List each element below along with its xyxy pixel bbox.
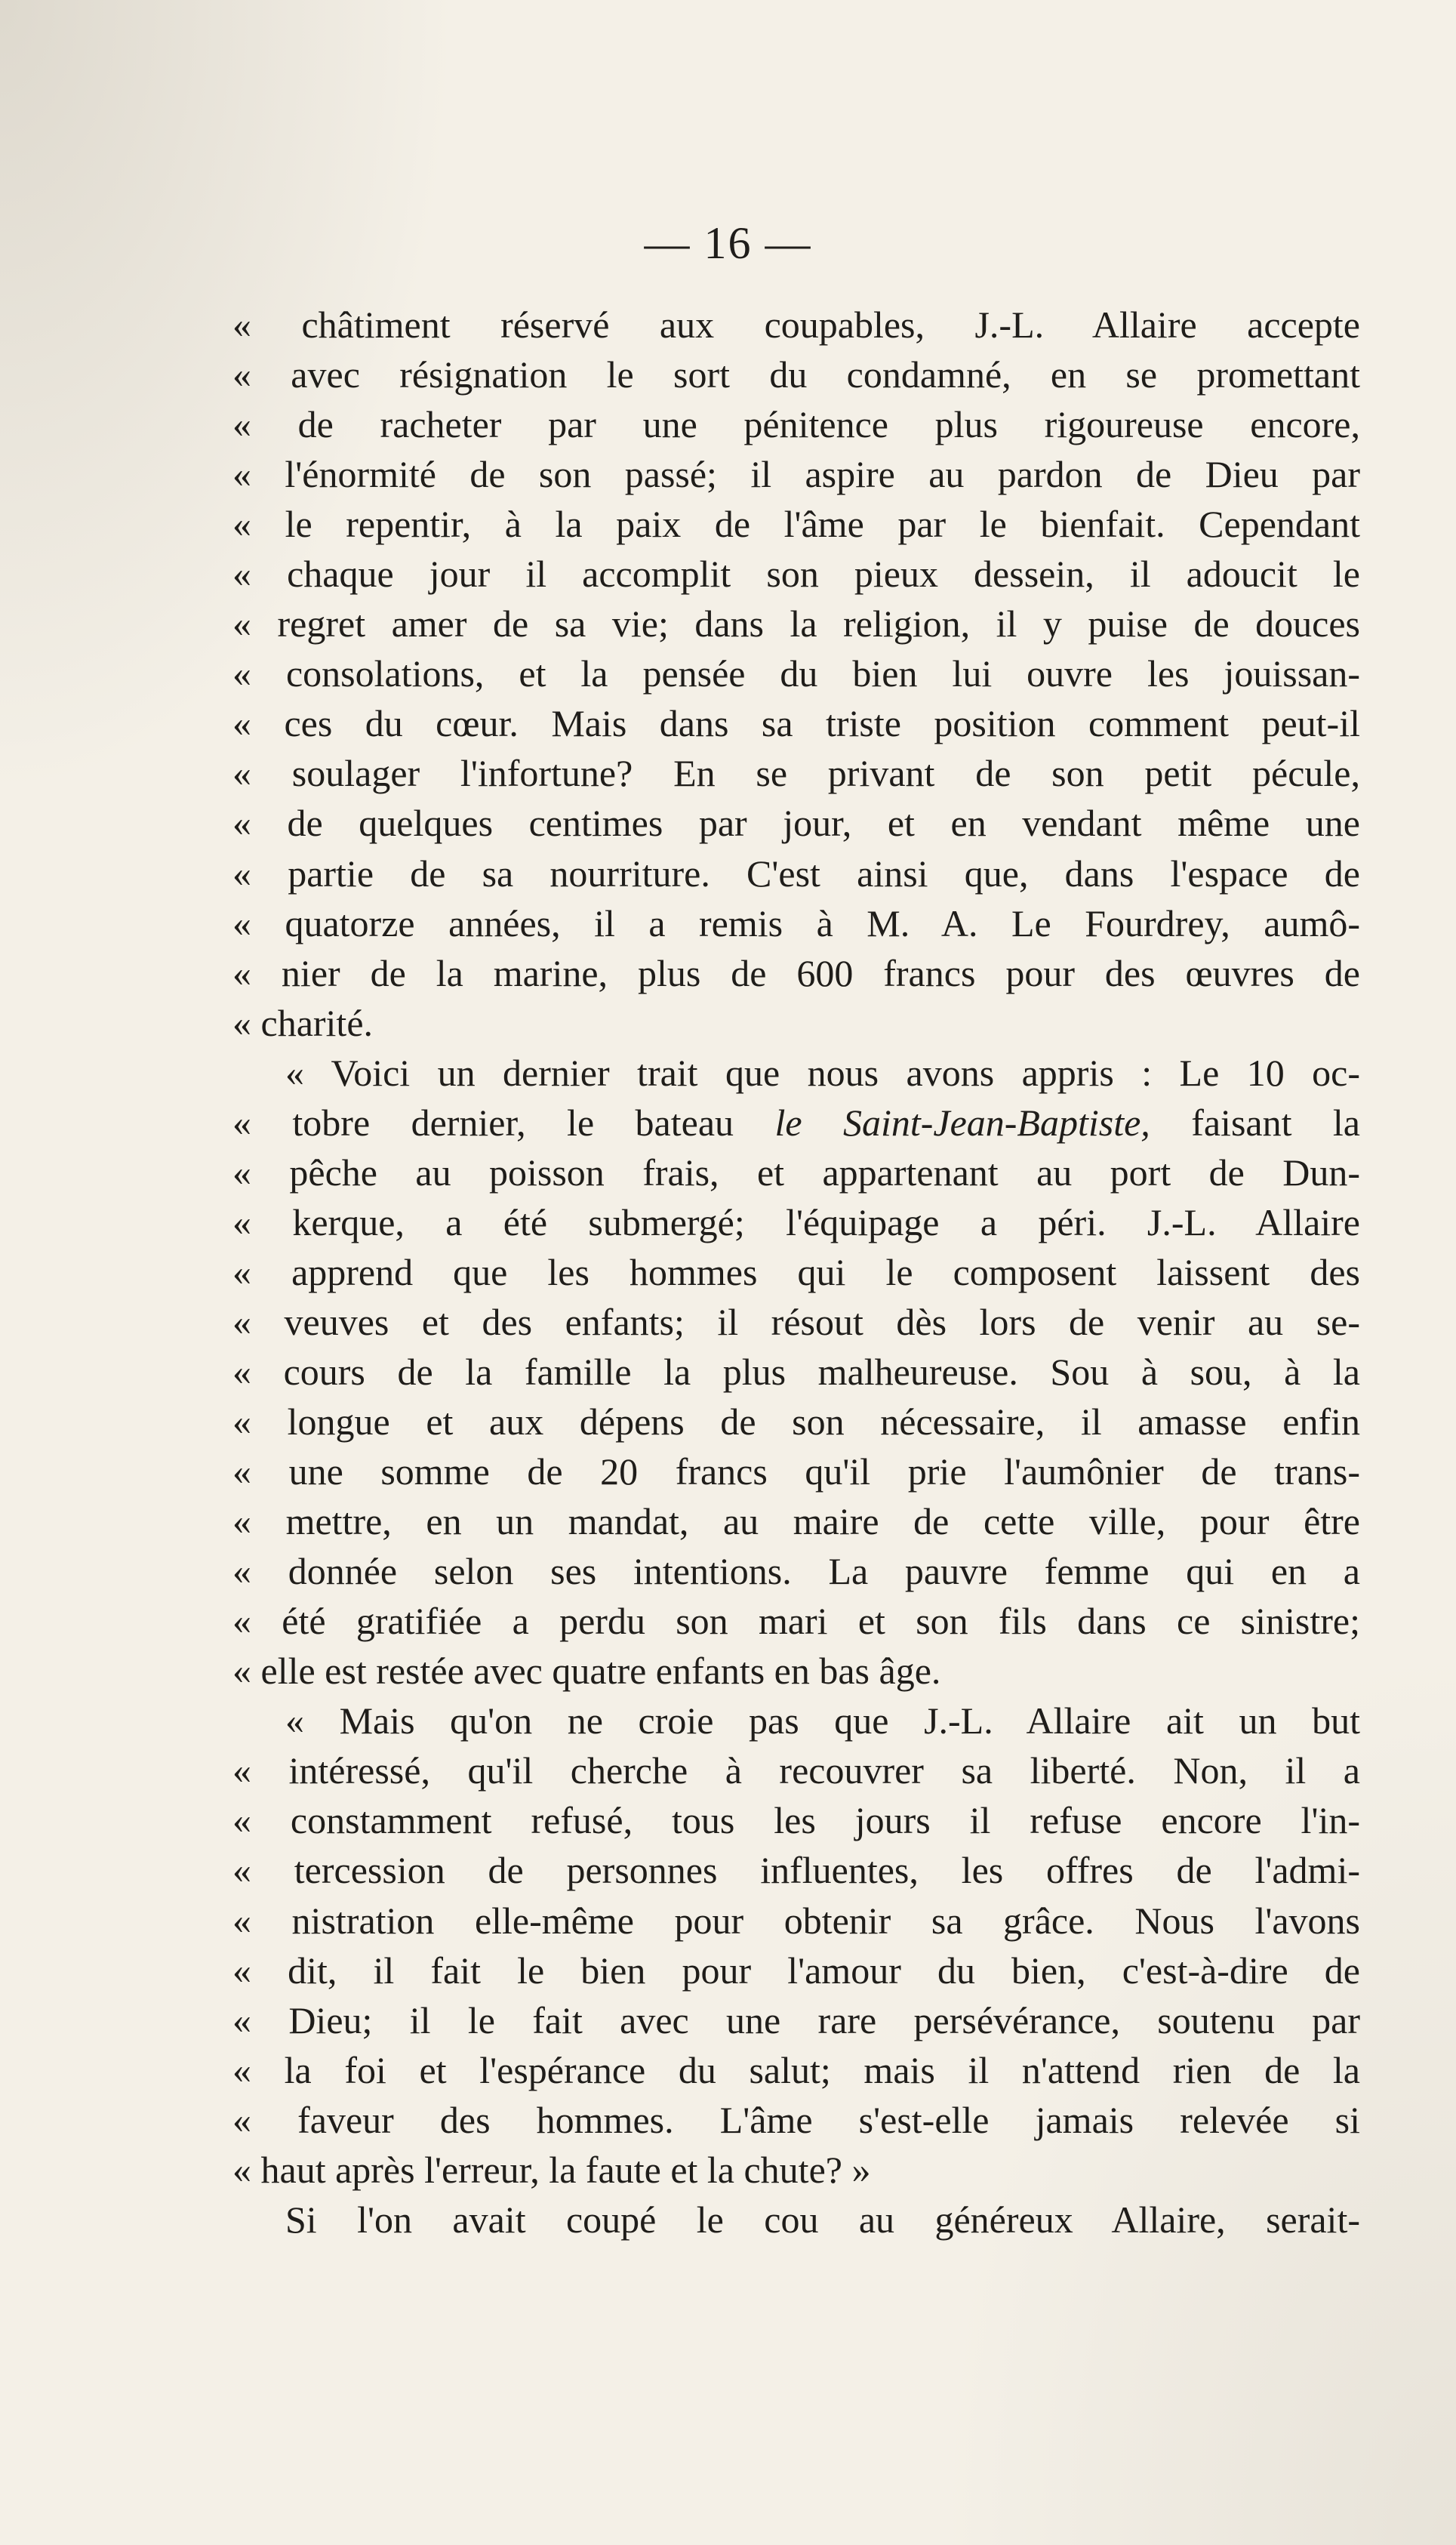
text-line: « nistration elle-même pour obtenir sa grâce. Nous l'avons — [232, 1899, 1360, 1942]
text-line: « Voici un dernier trait que nous avons appris : Le 10 oc- — [285, 1051, 1360, 1094]
text-line: « Mais qu'on ne croie pas que J.-L. Allaire ait un but — [285, 1699, 1360, 1742]
text-line: « le repentir, à la paix de l'âme par le bienfait. Cependant — [232, 503, 1360, 546]
text-line: « tercession de personnes influentes, les offres de l'admi- — [232, 1849, 1360, 1892]
text-line: « veuves et des enfants; il résout dès lors de venir au se- — [232, 1300, 1360, 1343]
text-line: « elle est restée avec quatre enfants en bas âge. — [232, 1650, 941, 1693]
text-line: « mettre, en un mandat, au maire de cette ville, pour être — [232, 1500, 1360, 1543]
text-line: « ces du cœur. Mais dans sa triste position comment peut-il — [232, 702, 1360, 745]
text-line: « une somme de 20 francs qu'il prie l'aumônier de trans- — [232, 1450, 1360, 1493]
text-line: « soulager l'infortune? En se privant de son petit pécule, — [232, 752, 1360, 795]
text-line: « longue et aux dépens de son nécessaire, il amasse enfin — [232, 1400, 1360, 1444]
text-line: « dit, il fait le bien pour l'amour du bien, c'est-à-dire de — [232, 1949, 1360, 1992]
ship-name: le Saint-Jean-Baptiste, — [774, 1101, 1150, 1144]
text-line: « consolations, et la pensée du bien lui ouvre les jouissan- — [232, 652, 1360, 695]
text-line: « chaque jour il accomplit son pieux dessein, il adoucit le — [232, 553, 1360, 596]
text-segment: faisant la — [1150, 1101, 1360, 1144]
text-line: « partie de sa nourriture. C'est ainsi que, dans l'espace de — [232, 852, 1360, 895]
text-line: « avec résignation le sort du condamné, en se promettant — [232, 353, 1360, 396]
text-line: « Dieu; il le fait avec une rare persévérance, soutenu par — [232, 1998, 1360, 2041]
text-line: « haut après l'erreur, la faute et la chute? » — [232, 2148, 871, 2191]
text-line: « intéressé, qu'il cherche à recouvrer sa liberté. Non, il a — [232, 1749, 1360, 1792]
text-line: « pêche au poisson frais, et appartenant au port de Dun- — [232, 1151, 1360, 1194]
text-line: « kerque, a été submergé; l'équipage a péri. J.-L. Allaire — [232, 1200, 1360, 1243]
text-line: « apprend que les hommes qui le composent laissent des — [232, 1250, 1360, 1293]
text-line: « faveur des hommes. L'âme s'est-elle jamais relevée si — [232, 2098, 1360, 2141]
text-line: « la foi et l'espérance du salut; mais il n'attend rien de la — [232, 2048, 1360, 2091]
text-line-with-ship-name — [232, 1098, 1360, 1148]
text-line: « châtiment réservé aux coupables, J.-L. Allaire accepte — [232, 303, 1360, 346]
text-line: « été gratifiée a perdu son mari et son fils dans ce sinistre; — [232, 1600, 1360, 1643]
text-line: Si l'on avait coupé le cou au généreux Allaire, serait- — [285, 2198, 1360, 2241]
text-line: « de racheter par une pénitence plus rigoureuse encore, — [232, 403, 1360, 446]
page-number: — 16 — — [644, 218, 812, 268]
text-segment: « tobre dernier, le bateau — [232, 1101, 775, 1144]
text-line: « l'énormité de son passé; il aspire au pardon de Dieu par — [232, 453, 1360, 496]
text-line: « charité. — [232, 1001, 374, 1044]
body-text — [232, 300, 1360, 2245]
text-line: « quatorze années, il a remis à M. A. Le Fourdrey, aumô- — [232, 901, 1360, 944]
text-line: « de quelques centimes par jour, et en vendant même une — [232, 802, 1360, 845]
text-line: « constamment refusé, tous les jours il refuse encore l'in- — [232, 1799, 1360, 1842]
text-line: « donnée selon ses intentions. La pauvre femme qui en a — [232, 1550, 1360, 1593]
text-line: « regret amer de sa vie; dans la religion, il y puise de douces — [232, 602, 1360, 645]
text-line: « cours de la famille la plus malheureuse. Sou à sou, à la — [232, 1350, 1360, 1393]
text-line: « nier de la marine, plus de 600 francs pour des œuvres de — [232, 951, 1360, 994]
